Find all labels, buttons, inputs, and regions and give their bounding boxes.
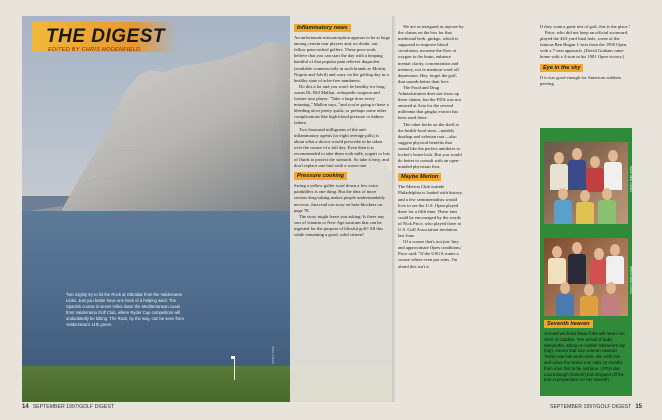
paragraph: At least we know these folks will never run short of caddies. The arrival of baby Samantha, sitting on mother Sherene's lap (top), means that tour veteran Howard Twitty now has seven kids. We wish him well when the senior tour calls 16 months from now. Not to be outdone, LPGA star Laura Baugh (bottom) has dropped off the tour in preparation for her seventh. — [544, 331, 626, 383]
family-photo-bottom — [544, 238, 628, 316]
top-photo-credit: PHOTO: MIKE SMITH — [630, 166, 633, 192]
section-title: THE DIGEST — [46, 26, 166, 47]
page-number-right: 15 — [635, 404, 642, 410]
left-page — [22, 16, 392, 402]
flag-icon — [231, 356, 235, 359]
paragraph: The story might leave you asking: Is there any sort of vitamin or New Age nostrum that can be ingested for the purpose of blissful golf? All this while remaining a good, solid citizen? — [294, 213, 385, 237]
bottom-photo-credit: PHOTO: BOB LANGER — [630, 266, 633, 294]
column-right-top — [540, 24, 634, 87]
page-number-left: 14 — [22, 404, 29, 410]
paragraph: If they want a great test of golf, this is the place." — [540, 24, 631, 29]
right-page — [392, 16, 642, 402]
paragraph: Of a course that's not just 'tiny and approximate Open conditions,' Price said: "If the USGA wants a course where even par wins, I'm afraid this isn't it. — [398, 239, 463, 269]
heading-seventh-heaven: Seventh heaven — [544, 320, 593, 328]
paragraph: Price, who did not keep an official scorecard, played the 463-yard final hole, scene of the famous Ben Hogan 1-iron from the 1950 Open, with a 7-iron approach. (David Graham came home with a 4-iron in his 1981 Open victory.) — [540, 30, 629, 60]
heading-maybe-merion: Maybe Merion — [398, 173, 441, 181]
paragraph: The Food and Drug Administration does not show up these claims, but the FDA was not amused at Asia for the several millennia that gingko extract has been used there. — [398, 84, 461, 121]
photo-caption: Two mighty try to hit the Rock at Gibraltar from the Valderrama Links. Just you better have one heck of a helping wind. The Spanish course is seven miles down the Mediterranean coast from Valderrama Golf Club, where Ryder Cup competitors will undoubtedly be bitting. The Rock, by the way, can be seen from Valderrama's 11th green. — [66, 292, 184, 327]
footer-left-text: SEPTEMBER 1997/GOLF DIGEST — [32, 404, 114, 410]
paragraph: The Merion Club outside Philadelphia is loaded with history, and a few sentimentalists would love to see the U.S. Open played there for a fifth time. These fans could be encouraged by the words of Nick Price, who played there at U.S. Golf Association invitation last June. — [398, 184, 463, 239]
paragraph: Swing a yellow golfer scarf down a few extra painkillers is one thing. But the idea of more serious drug-taking makes people understandably nervous. Just read our story on beta-blockers on page 78. — [294, 183, 386, 213]
footer-right — [550, 404, 642, 410]
column-inflammatory — [294, 24, 390, 238]
footer-left — [22, 404, 114, 410]
family-photo-top — [544, 142, 628, 224]
column-seventh-heaven — [544, 320, 628, 383]
heading-eye-in-sky: Eye in the sky — [540, 64, 583, 72]
paragraph: If it was good enough for American soldiers peering — [540, 74, 622, 86]
paragraph: Do this a lot and you won't be healthy for long, warns Dr. Bill Mallon, orthopedic surgeon and former tour player. "Take a large dose every morning," Mallon says, "and you're going to have a bleeding ulcer pretty quick, or perhaps some other complications like high blood pressure or kidney failure. — [294, 83, 389, 126]
magazine-spread — [22, 16, 642, 402]
heading-pressure: Pressure cooking — [294, 172, 347, 180]
section-editor: EDITED BY CHRIS HODENFIELD — [48, 47, 141, 53]
section-banner — [32, 22, 177, 52]
footer-right-text: SEPTEMBER 1997/GOLF DIGEST — [550, 404, 632, 410]
left-photo-credit: PHOTO: JOHN — [272, 346, 275, 364]
page-gutter — [392, 16, 396, 402]
paragraph: We are as intrigued as anyone by the claims on the box for that medicinal herb, ginkgo, which is supposed to improve blood circulation, increase the flow of oxygen to the brain, enhance mental clarity, concentration and memory, not to mention ward off depression. Hey, forget the golf, that sounds better than love. — [398, 24, 464, 84]
heading-inflammatory: Inflammatory news — [294, 24, 351, 32]
paragraph: An unfortunate misconception appears to be at large among certain tour players and, no doubt, our fellow pain-racked golfers. These poor souls believe that you can start the day with a heaping handful of that popular pain reliever ibuprofen (available commercially in such brands as Motrin, Nuprin and Advil) and carry on the golfing day in a healthy state of ache-free numbness. — [294, 35, 390, 83]
flag-pole — [234, 358, 235, 380]
paragraph: The other herbs on the shelf at the health-food store—notably dusthap and valerian root—also suggest physical benefits that sound like the perfect antidotes to locker's brain-lock. But you would do better to consult with an open-minded physician first. — [398, 121, 462, 170]
paragraph: Two thousand milligrams of the anti-inflammatory agents (or eight average pills) is about what a doctor would prescribe to be taken over the course of a full day. Even then it is recommended to take them with milk, yogurt or lots of fluids to protect the stomach. So take it easy, and don't replace one hurt with a worse one. — [294, 126, 390, 169]
column-middle — [398, 24, 464, 270]
